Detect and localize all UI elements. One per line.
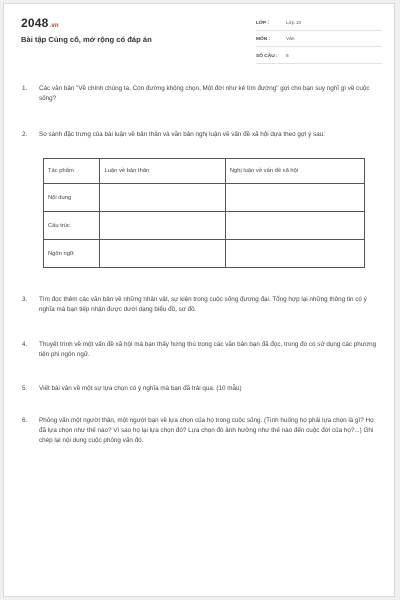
- question-number: 6.: [22, 417, 28, 424]
- question-text: So sánh đặc trưng của bài luận về bản thân và văn bản nghị luận về vấn đề xã hội dựa theo gợi ý sau:: [39, 131, 325, 138]
- meta-row-subject: [256, 34, 382, 48]
- table-cell[interactable]: [225, 184, 364, 212]
- question-text: Thuyết trình về một vấn đề xã hội mà bạn thấy hứng thú trong các văn bản bạn đã đọc, trong đó có sử dụng các phương tiện phi ngôn ngữ.: [39, 341, 377, 358]
- table-row: [44, 184, 365, 212]
- logo-tld: .vn: [49, 23, 59, 29]
- meta-info: [256, 17, 382, 67]
- question-number: 1.: [22, 85, 28, 92]
- meta-label: MÔN :: [256, 37, 271, 43]
- meta-value: Văn: [286, 37, 295, 43]
- table-cell[interactable]: [100, 212, 225, 240]
- meta-label: LỚP :: [256, 20, 270, 26]
- table-row: [44, 212, 365, 240]
- table-row-label: Ngôn ngữ: [44, 240, 100, 268]
- question-number: 3.: [22, 296, 28, 303]
- table-header-cell: Nghị luận về vấn đề xã hội: [225, 159, 364, 184]
- meta-label: SỐ CÂU :: [256, 53, 278, 59]
- question-number: 2.: [22, 131, 28, 138]
- table-row: [44, 240, 365, 268]
- table-header-cell: Tác phẩm: [44, 159, 100, 184]
- question-text: Tìm đọc thêm các văn bản về những nhân vật, sự kiện trong cuộc sống đương đại. Tổng hợp lại những thông tin có ý nghĩa mà bạn tiếp nhận được dưới dạng biểu đồ, sơ đồ.: [39, 296, 367, 313]
- question-text: Phỏng vấn một người thân, một người bạn về lựa chọn của họ trong cuộc sống. (Tình huống họ phải lựa chọn là gì? Họ đã lựa chọn như thế nào? Vì sao họ lại lựa chọn đó? Lựa chọn đó ảnh hưởng như thế nào đến cuộc đời của họ?...) Ghi chép lại nội dung cuộc phỏng vấn đó.: [39, 417, 374, 444]
- site-logo[interactable]: [21, 16, 59, 30]
- question-number: 4.: [22, 341, 28, 348]
- question-text: Viết bài văn về một sự lựa chọn có ý nghĩa mà bạn đã trải qua. (10 mẫu): [39, 385, 242, 392]
- comparison-table: [43, 158, 365, 268]
- question-number: 5.: [22, 385, 28, 392]
- table-header-row: [44, 159, 365, 184]
- meta-value: 6: [286, 53, 289, 59]
- question-text: Các văn bản "Về chính chúng ta, Con đường không chọn, Một đời như kẻ tìm đường" gợi cho bạn suy nghĩ gì về cuộc sống?: [39, 85, 370, 102]
- meta-row-count: [256, 50, 382, 64]
- table-cell[interactable]: [100, 240, 225, 268]
- table-cell[interactable]: [100, 184, 225, 212]
- table-cell[interactable]: [225, 212, 364, 240]
- table-row-label: Cấu trúc: [44, 212, 100, 240]
- worksheet-header: [4, 4, 394, 66]
- meta-value: Lớp 10: [286, 20, 302, 26]
- worksheet-page: [3, 3, 395, 597]
- table-header-cell: Luận về bản thân: [100, 159, 225, 184]
- logo-text: 2048: [21, 16, 49, 30]
- meta-row-class: [256, 17, 382, 31]
- worksheet-title: Bài tập Củng cố, mở rộng có đáp án: [21, 35, 152, 44]
- table-cell[interactable]: [225, 240, 364, 268]
- table-row-label: Nội dung: [44, 184, 100, 212]
